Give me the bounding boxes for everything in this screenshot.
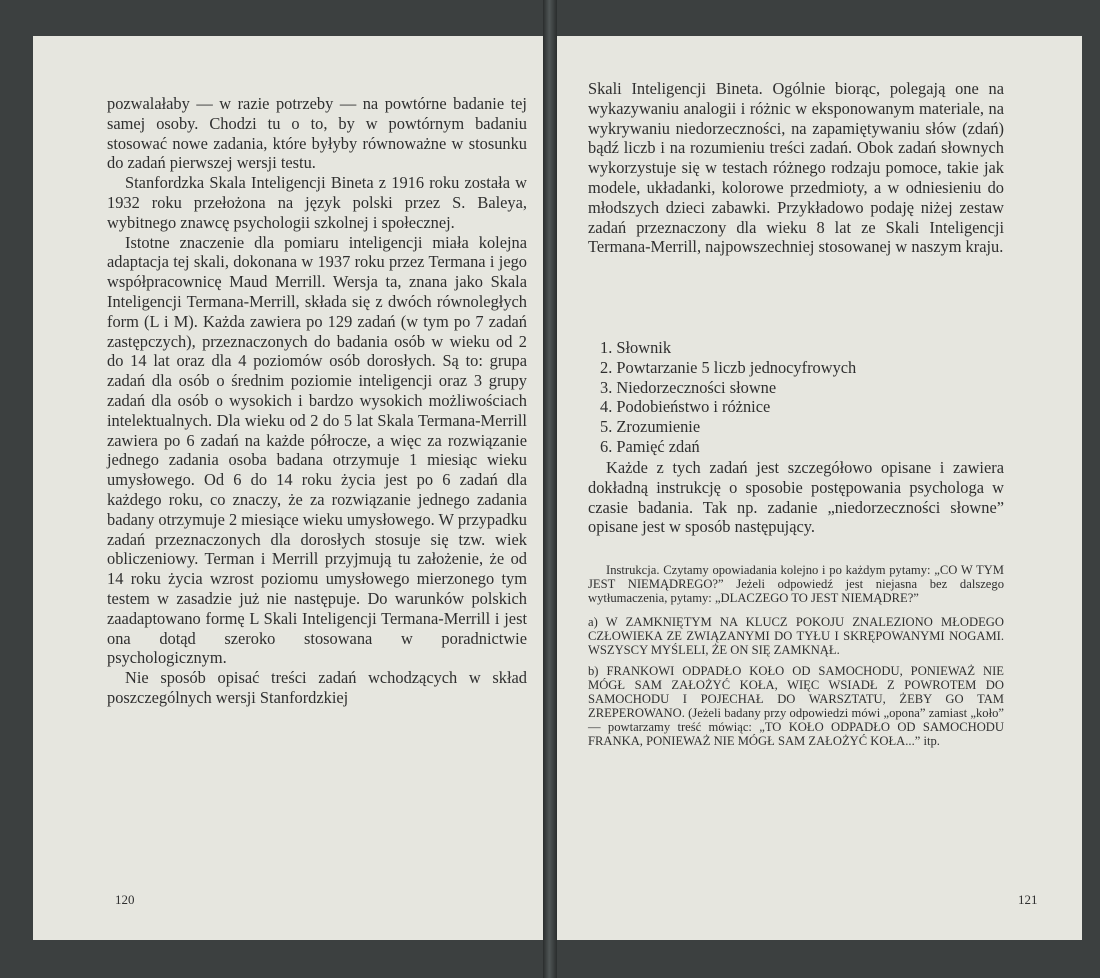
paragraph: Każde z tych zadań jest szczegółowo opisane i zawiera dokładną instrukcję o sposobie postępowania psychologa w czasie badania. Tak np. zadanie „niedorzeczności słowne” opisane jest w sposób następujący. [588, 458, 1004, 537]
paragraph: Istotne znaczenie dla pomiaru inteligencji miała kolejna adaptacja tej skali, dokonana w 1937 roku przez Termana i jego współpracownicę Maud Merrill. Wersja ta, znana jako Skala Inteligencji Termana-Merrill, składa się z dwóch równoległych form (L i M). Każda zawiera po 129 zadań (w tym po 7 zadań zastępczych), przeznaczonych do badania osób w wieku od 2 do 14 lat oraz dla 4 poziomów osób dorosłych. Są to: grupa zadań dla osób o średnim poziomie inteligencji oraz 3 grupy zadań dla osób o wysokich i bardzo wysokich możliwościach intelektualnych. Dla wieku od 2 do 5 lat Skala Termana-Merrill zawiera po 6 zadań na każde półrocze, a więc za rozwiązanie jednego zadania osoba badana otrzymuje 1 miesiąc wieku umysłowego. Od 6 do 14 roku życia jest po 6 zadań dla każdego roku, co znaczy, że za rozwiązanie jednego zadania badany otrzymuje 2 miesiące wieku umysłowego. W przypadku zadań przeznaczonych dla dorosłych stosuje się tzw. wiek obliczeniowy. Terman i Merrill przyjmują tu założenie, że od 14 roku życia wzrost poziomu umysłowego mierzonego tym testem w zasadzie już nie następuje. Do warunków polskich zaadaptowano formę L Skali Inteligencji Termana-Merrill i jest ona dotąd szeroko stosowana w poradnictwie psychologicznym. [107, 232, 527, 668]
item-a: a) W ZAMKNIĘTYM NA KLUCZ POKOJU ZNALEZIONO MŁODEGO CZŁOWIEKA ZE ZWIĄZANYMI DO TYŁU I SKRĘPOWANYMI NOGAMI. WSZYSCY MYŚLELI, ŻE ON SIĘ ZAMKNĄŁ. [588, 615, 1004, 658]
list-item: 2. Powtarzanie 5 liczb jednocyfrowych [600, 357, 857, 377]
left-page-text [107, 94, 527, 708]
page-number: 120 [115, 892, 135, 907]
right-page-text [588, 79, 1004, 257]
list-item: 4. Podobieństwo i różnice [600, 397, 771, 417]
list-item: 6. Pamięć zdań [600, 436, 700, 456]
instruction-block [588, 563, 1004, 754]
list-item: 3. Niedorzeczności słowne [600, 377, 777, 397]
after-list-text [588, 458, 1004, 537]
paragraph: Stanfordzka Skala Inteligencji Bineta z 1916 roku została w 1932 roku przełożona na język polski przez S. Baleya, wybitnego znawcę psychologii szkolnej i społecznej. [107, 173, 527, 232]
book-spine [543, 0, 557, 978]
item-b: b) FRANKOWI ODPADŁO KOŁO OD SAMOCHODU, PONIEWAŻ NIE MÓGŁ SAM ZAŁOŻYĆ KOŁA, WIĘC WSIADŁ Z POWROTEM DO SAMOCHODU I POJECHAŁ DO WARSZTATU, ŻEBY GO TAM ZREPEROWANO. (Jeżeli badany przy odpowiedzi mówi „opona” zamiast „koło” — powtarzamy treść mówiąc: „TO KOŁO ODPADŁO OD SAMOCHODU FRANKA, PONIEWAŻ NIE MÓGŁ SAM ZAŁOŻYĆ KOŁA...” itp. [588, 663, 1004, 749]
list-item: 1. Słownik [600, 338, 672, 357]
right-page [557, 36, 1082, 940]
paragraph: pozwalałaby — w razie potrzeby — na powtórne badanie tej samej osoby. Chodzi tu o to, by w powtórnym badaniu stosować nowe zadania, które byłyby równoważne w stosunku do zadań pierwszej wersji testu. [107, 94, 527, 173]
left-page [33, 36, 543, 940]
page-number: 121 [1018, 892, 1038, 907]
instruction-text: Instrukcja. Czytamy opowiadania kolejno i po każdym pytamy: „CO W TYM JEST NIEMĄDREGO?” Jeżeli odpowiedź jest niejasna bez dalszego wytłumaczenia, pytamy: „DLACZEGO TO JEST NIEMĄDRE?” [588, 563, 1004, 606]
list-item: 5. Zrozumienie [600, 417, 701, 437]
paragraph: Nie sposób opisać treści zadań wchodzących w skład poszczególnych wersji Stanfordzkiej [107, 668, 527, 707]
paragraph: Skali Inteligencji Bineta. Ogólnie biorąc, polegają one na wykazywaniu analogii i różnic w eksponowanym materiale, na wykrywaniu niedorzeczności, na zapamiętywaniu słów (zdań) bądź liczb i na rozumieniu treści zadań. Obok zadań słownych wykorzystuje się w testach różnego rodzaju pomoce, takie jak modele, układanki, kolorowe przedmioty, a w odniesieniu do młodszych dzieci zabawki. Przykładowo podaję niżej zestaw zadań przeznaczony dla wieku 8 lat ze Skali Inteligencji Termana-Merrill, najpowszechniej stosowanej w naszym kraju. [588, 79, 1004, 257]
task-list [600, 338, 1000, 457]
